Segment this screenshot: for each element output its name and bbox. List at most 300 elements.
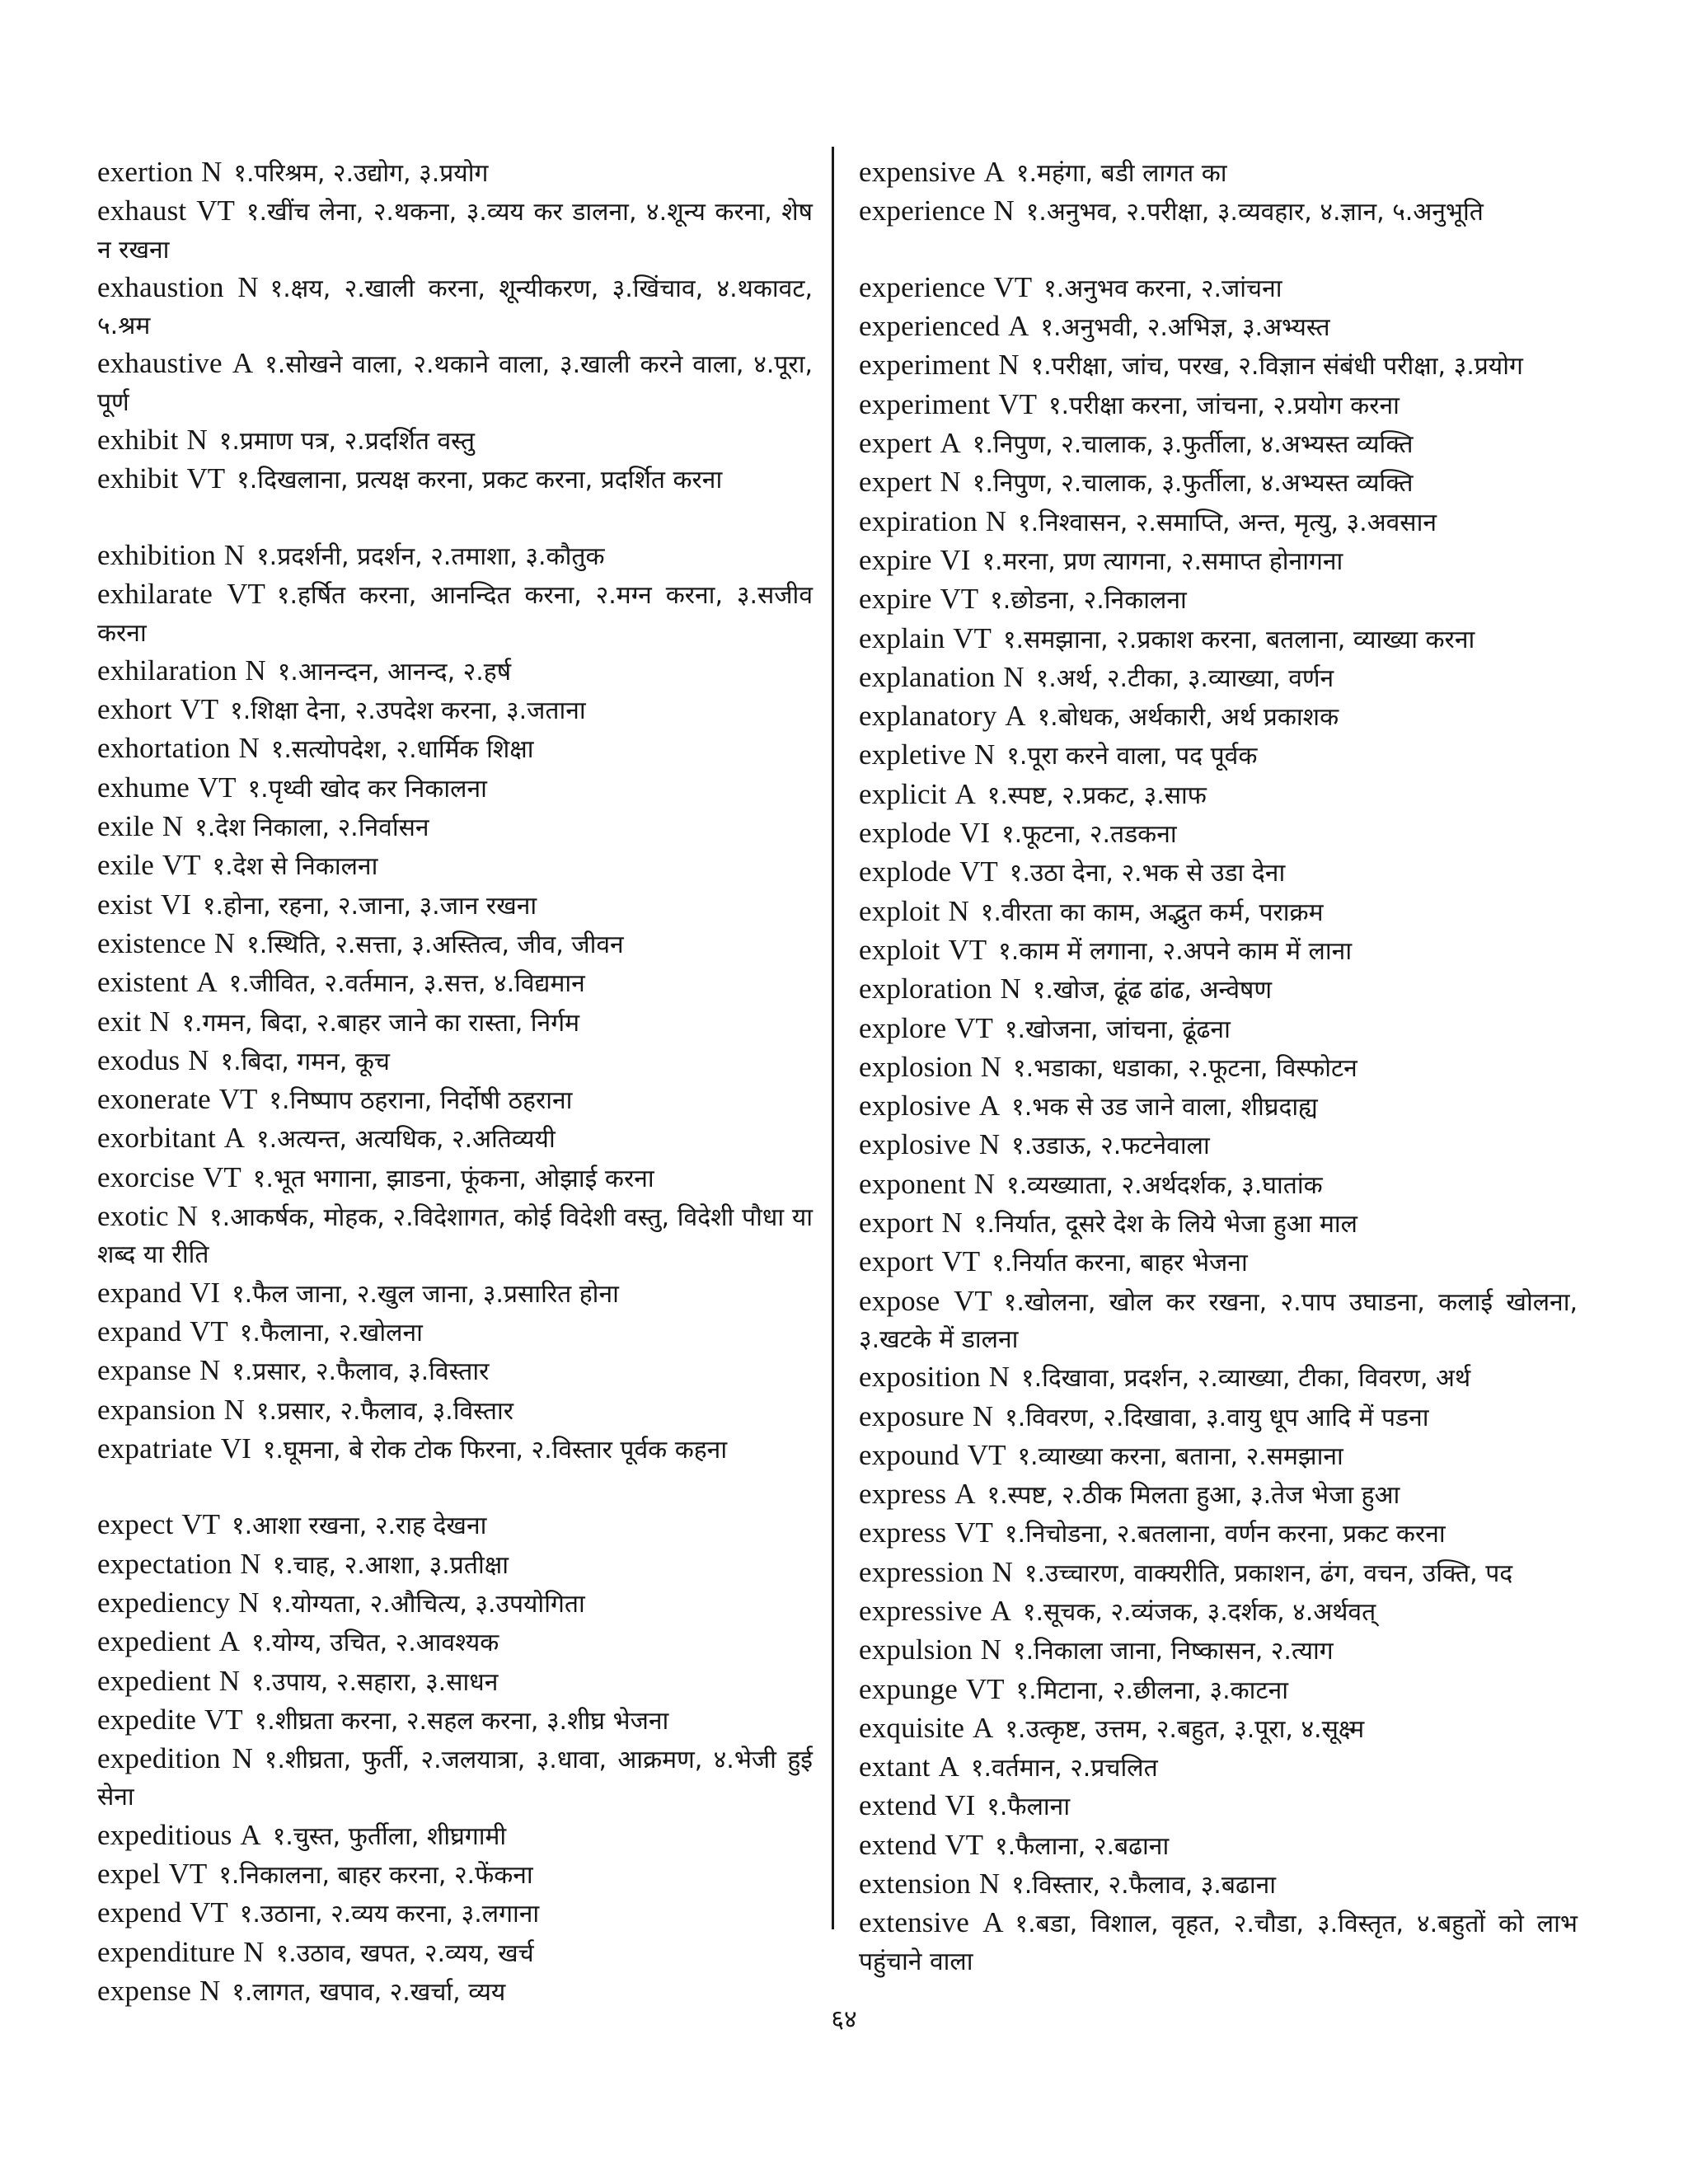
entry-headword: explanation xyxy=(859,660,996,693)
entry-definition: १.फैल जाना, २.खुल जाना, ३.प्रसारित होना xyxy=(232,1279,619,1309)
dictionary-entry xyxy=(97,575,813,652)
entry-headword: experiment xyxy=(859,349,991,382)
entry-part-of-speech: A xyxy=(940,427,961,460)
dictionary-entry xyxy=(859,1204,1578,1243)
entry-headword: exertion xyxy=(97,156,194,188)
entry-definition: १.अनुभव करना, २.जांचना xyxy=(1043,274,1282,303)
entry-part-of-speech: N xyxy=(973,738,996,771)
entry-headword: exhaustive xyxy=(97,347,223,380)
dictionary-entry xyxy=(97,1430,813,1469)
entry-headword: explanatory xyxy=(859,700,997,733)
entry-headword: expend xyxy=(97,1896,182,1929)
entry-part-of-speech: VT xyxy=(181,1508,221,1541)
dictionary-entry xyxy=(97,1623,813,1661)
entry-part-of-speech: A xyxy=(973,1711,994,1744)
entry-part-of-speech: A xyxy=(954,1478,976,1511)
entry-definition: १.वीरता का काम, अद्भुत कर्म, पराक्रम xyxy=(980,898,1324,927)
dictionary-entry xyxy=(859,1282,1578,1359)
dictionary-entry xyxy=(97,1042,813,1080)
entry-part-of-speech: VT xyxy=(941,1245,981,1278)
entry-definition: १.पूरा करने वाला, पद पूर्वक xyxy=(1006,742,1258,771)
dictionary-entry xyxy=(97,925,813,963)
dictionary-entry xyxy=(859,1554,1578,1592)
dictionary-entry xyxy=(859,503,1578,541)
dictionary-entry xyxy=(97,1662,813,1701)
entry-part-of-speech: N xyxy=(980,1633,1002,1666)
entry-headword: extensive xyxy=(859,1906,969,1939)
entry-definition: १.स्पष्ट, २.ठीक मिलता हुआ, ३.तेज भेजा हुआ xyxy=(987,1481,1400,1511)
entry-part-of-speech: N xyxy=(199,1354,221,1387)
entry-headword: existent xyxy=(97,966,189,999)
dictionary-entry xyxy=(97,1003,813,1042)
entry-definition: १.शीघ्रता करना, २.सहल करना, ३.शीघ्र भेजना xyxy=(254,1706,669,1736)
dictionary-entry xyxy=(859,1010,1578,1048)
dictionary-entry xyxy=(859,814,1578,853)
entry-definition: १.खोजना, जांचना, ढूंढना xyxy=(1004,1015,1231,1044)
entry-definition: १.देश से निकालना xyxy=(212,852,378,882)
entry-definition: १.आनन्दन, आनन्द, २.हर्ष xyxy=(277,657,512,687)
entry-headword: exile xyxy=(97,849,155,882)
entry-part-of-speech: N xyxy=(1000,972,1021,1005)
entry-definition: १.प्रमाण पत्र, २.प्रदर्शित वस्तु xyxy=(218,427,475,457)
entry-headword: exhilaration xyxy=(97,654,237,687)
entry-part-of-speech: VT xyxy=(190,1896,228,1929)
entry-headword: experience xyxy=(859,270,986,303)
entry-headword: expletive xyxy=(859,738,967,771)
entry-part-of-speech: N xyxy=(978,1868,1001,1900)
dictionary-entry xyxy=(859,736,1578,775)
entry-part-of-speech: A xyxy=(1008,310,1029,343)
entry-headword: exodus xyxy=(97,1043,181,1076)
entry-part-of-speech: A xyxy=(990,1594,1011,1627)
dictionary-entry xyxy=(859,1165,1578,1204)
dictionary-entry xyxy=(859,1865,1578,1904)
entry-part-of-speech: VT xyxy=(954,1284,992,1317)
entry-part-of-speech: VT xyxy=(967,1438,1006,1471)
dictionary-entry xyxy=(859,463,1578,502)
dictionary-entry xyxy=(97,886,813,925)
entry-part-of-speech: A xyxy=(938,1750,959,1783)
entry-headword: exonerate xyxy=(97,1083,211,1116)
dictionary-entry xyxy=(859,1048,1578,1087)
dictionary-entry xyxy=(97,1816,813,1855)
dictionary-entry xyxy=(859,307,1578,346)
entry-definition: १.बोधक, अर्थकारी, अर्थ प्रकाशक xyxy=(1037,703,1339,733)
entry-headword: expire xyxy=(859,543,932,576)
entry-headword: expeditious xyxy=(97,1818,232,1851)
entry-part-of-speech: VT xyxy=(197,771,237,804)
entry-headword: explicit xyxy=(859,777,947,810)
entry-definition: १.निष्पाप ठहराना, निर्दोषी ठहराना xyxy=(269,1086,573,1116)
entry-part-of-speech: VT xyxy=(168,1858,208,1891)
entry-part-of-speech: VT xyxy=(196,194,235,227)
entry-definition: १.फूटना, २.तडकना xyxy=(1001,820,1177,850)
dictionary-entry xyxy=(97,1545,813,1584)
entry-definition: १.घूमना, बे रोक टोक फिरना, २.विस्तार पूर्वक कहना xyxy=(262,1435,728,1465)
entry-part-of-speech: N xyxy=(978,1128,1001,1161)
dictionary-entry xyxy=(97,192,813,269)
dictionary-entry xyxy=(97,153,813,192)
dictionary-entry xyxy=(859,931,1578,970)
entry-definition: १.प्रसार, २.फैलाव, ३.विस्तार xyxy=(232,1357,490,1387)
entry-definition: १.उडाऊ, २.फटनेवाला xyxy=(1011,1132,1210,1161)
entry-part-of-speech: N xyxy=(218,1664,240,1697)
entry-headword: exposition xyxy=(859,1361,981,1394)
dictionary-entry xyxy=(859,853,1578,892)
entry-definition: १.हर्षित करना, आनन्दित करना, २.मग्न करना, ३.सजीव करना xyxy=(97,581,814,648)
entry-part-of-speech: N xyxy=(162,810,184,843)
entry-part-of-speech: N xyxy=(176,1200,199,1233)
entry-headword: exile xyxy=(97,810,155,843)
entry-headword: expectation xyxy=(97,1547,232,1580)
entry-headword: expert xyxy=(859,427,932,460)
entry-headword: expire xyxy=(859,583,932,616)
entry-part-of-speech: N xyxy=(940,466,961,499)
entry-part-of-speech: A xyxy=(1005,700,1026,733)
entry-headword: expose xyxy=(859,1284,940,1317)
column-divider xyxy=(832,147,834,1929)
entry-part-of-speech: VT xyxy=(227,578,265,611)
entry-definition: १.होना, रहना, २.जाना, ३.जान रखना xyxy=(202,891,537,921)
entry-part-of-speech: A xyxy=(223,1122,246,1155)
entry-part-of-speech: VT xyxy=(954,1516,993,1549)
entry-headword: explore xyxy=(859,1011,947,1044)
entry-part-of-speech: N xyxy=(998,349,1020,382)
dictionary-entry xyxy=(859,192,1578,231)
dictionary-entry xyxy=(859,346,1578,385)
dictionary-entry xyxy=(859,269,1578,307)
dictionary-entry xyxy=(97,269,813,345)
entry-headword: expensive xyxy=(859,156,976,188)
entry-definition: १.निपुण, २.चालाक, ३.फुर्तीला, ४.अभ्यस्त व्यक्ति xyxy=(972,469,1414,499)
entry-headword: expert xyxy=(859,466,932,499)
dictionary-entry xyxy=(859,386,1578,424)
entry-definition: १.व्यख्याता, २.अर्थदर्शक, ३.घातांक xyxy=(1006,1170,1323,1200)
left-column xyxy=(97,153,813,2011)
entry-part-of-speech: N xyxy=(149,1005,171,1038)
entry-part-of-speech: N xyxy=(213,926,236,959)
entry-part-of-speech: VI xyxy=(945,1789,976,1822)
entry-definition: १.बडा, विशाल, वृहत, २.चौडा, ३.विस्तृत, ४.बहुतों को लाभ पहुंचाने वाला xyxy=(859,1910,1578,1976)
entry-headword: expedition xyxy=(97,1742,221,1775)
entry-definition: १.पृथ्वी खोद कर निकालना xyxy=(247,774,487,804)
entry-definition: १.उठाना, २.व्यय करना, ३.लगाना xyxy=(239,1900,540,1929)
dictionary-entry xyxy=(859,1748,1578,1787)
entry-headword: exhort xyxy=(97,693,172,726)
entry-part-of-speech: N xyxy=(972,1399,994,1432)
entry-headword: express xyxy=(859,1478,947,1511)
entry-part-of-speech: VT xyxy=(998,387,1037,420)
entry-definition: १.शिक्षा देना, २.उपदेश करना, ३.जताना xyxy=(230,696,586,726)
entry-headword: explode xyxy=(859,855,952,888)
entry-headword: expressive xyxy=(859,1594,982,1627)
entry-part-of-speech: VI xyxy=(940,543,971,576)
entry-definition: १.देश निकाला, २.निर्वासन xyxy=(195,813,429,843)
entry-definition: १.महंगा, बडी लागत का xyxy=(1015,159,1227,188)
entry-headword: exploration xyxy=(859,972,992,1005)
entry-definition: १.लागत, खपाव, २.खर्चा, व्यय xyxy=(232,1977,506,2007)
dictionary-entry xyxy=(859,1436,1578,1475)
entry-headword: expense xyxy=(97,1974,192,2007)
entry-headword: expanse xyxy=(97,1354,192,1387)
entry-part-of-speech: N xyxy=(240,1547,261,1580)
entry-headword: expiration xyxy=(859,504,978,537)
entry-part-of-speech: A xyxy=(196,966,218,999)
entry-definition: १.योग्यता, २.औचित्य, ३.उपयोगिता xyxy=(270,1589,585,1619)
entry-definition: १.निर्यात, दूसरे देश के लिये भेजा हुआ माल xyxy=(973,1210,1358,1240)
entry-headword: explode xyxy=(859,817,952,850)
entry-headword: existence xyxy=(97,926,207,959)
entry-definition: १.फैलाना, २.बढाना xyxy=(995,1831,1170,1861)
entry-part-of-speech: VT xyxy=(945,1828,984,1861)
dictionary-entry xyxy=(859,1904,1578,1980)
entry-headword: exorcise xyxy=(97,1160,195,1193)
dictionary-entry xyxy=(97,963,813,1002)
entry-headword: exponent xyxy=(859,1167,966,1200)
entry-definition: १.खोज, ढूंढ ढांढ, अन्वेषण xyxy=(1032,976,1273,1005)
entry-part-of-speech: N xyxy=(941,1207,963,1240)
entry-definition: १.उठा देना, २.भक से उडा देना xyxy=(1009,859,1286,888)
dictionary-entry xyxy=(97,808,813,846)
dictionary-entry xyxy=(859,776,1578,814)
dictionary-entry xyxy=(97,1274,813,1313)
entry-headword: exquisite xyxy=(859,1711,965,1744)
entry-headword: explain xyxy=(859,621,945,654)
entry-part-of-speech: N xyxy=(993,194,1015,227)
dictionary-entry xyxy=(97,1584,813,1623)
entry-headword: exorbitant xyxy=(97,1122,216,1155)
entry-part-of-speech: VT xyxy=(190,1315,228,1347)
entry-definition: १.अत्यन्त, अत्यधिक, २.अतिव्ययी xyxy=(256,1125,556,1155)
dictionary-entry xyxy=(859,1709,1578,1748)
entry-definition: १.फैलाना xyxy=(987,1793,1071,1822)
entry-definition: १.अनुभव, २.परीक्षा, ३.व्यवहार, ४.ज्ञान, ५.अनुभूति xyxy=(1025,198,1484,227)
entry-part-of-speech: A xyxy=(232,347,254,380)
entry-part-of-speech: VT xyxy=(204,1703,243,1736)
entry-headword: exotic xyxy=(97,1200,169,1233)
dictionary-entry xyxy=(859,1592,1578,1631)
entry-part-of-speech: N xyxy=(973,1167,996,1200)
entry-part-of-speech: VI xyxy=(190,1276,221,1309)
entry-part-of-speech: N xyxy=(201,156,223,188)
entry-part-of-speech: N xyxy=(243,1935,265,1968)
entry-headword: exposure xyxy=(859,1399,964,1432)
entry-headword: exist xyxy=(97,888,153,921)
entry-part-of-speech: VT xyxy=(203,1160,241,1193)
dictionary-entry xyxy=(859,1126,1578,1165)
dictionary-entry xyxy=(859,424,1578,463)
entry-headword: explosion xyxy=(859,1050,973,1083)
entry-headword: extend xyxy=(859,1828,937,1861)
entry-headword: expand xyxy=(97,1315,182,1347)
right-column xyxy=(859,153,1578,1980)
entry-definition: १.क्षय, २.खाली करना, शून्यीकरण, ३.खिंचाव, ४.थकावट, ५.श्रम xyxy=(97,274,813,341)
dictionary-entry xyxy=(859,1087,1578,1126)
entry-headword: expand xyxy=(97,1276,182,1309)
entry-definition: १.उठाव, खपत, २.व्यय, खर्च xyxy=(275,1938,534,1968)
entry-definition: १.व्याख्या करना, बताना, २.समझाना xyxy=(1017,1441,1343,1471)
entry-headword: exhibition xyxy=(97,538,216,571)
entry-definition: १.विवरण, २.दिखावा, ३.वायु धूप आदि में पडना xyxy=(1005,1403,1429,1432)
entry-definition: १.अर्थ, २.टीका, ३.व्याख्या, वर्णन xyxy=(1035,663,1334,693)
dictionary-entry xyxy=(97,1352,813,1390)
dictionary-entry xyxy=(97,1933,813,1972)
entry-headword: extend xyxy=(859,1789,937,1822)
entry-definition: १.स्थिति, २.सत्ता, ३.अस्तित्व, जीव, जीवन xyxy=(246,930,624,959)
entry-headword: explosive xyxy=(859,1090,971,1122)
entry-part-of-speech: VT xyxy=(218,1083,258,1116)
entry-part-of-speech: VI xyxy=(220,1432,251,1465)
dictionary-entry xyxy=(97,1313,813,1352)
entry-definition: १.उच्चारण, वाक्यरीति, प्रकाशन, ढंग, वचन, उक्ति, पद xyxy=(1024,1558,1513,1588)
entry-part-of-speech: VT xyxy=(965,1672,1005,1705)
entry-headword: experiment xyxy=(859,387,991,420)
entry-part-of-speech: VT xyxy=(993,270,1033,303)
entry-definition: १.भक से उड जाने वाला, शीघ्रदाह्य xyxy=(1011,1093,1318,1122)
entry-definition: १.काम में लगाना, २.अपने काम में लाना xyxy=(998,936,1353,966)
dictionary-entry xyxy=(859,1358,1578,1397)
entry-part-of-speech: N xyxy=(223,538,246,571)
entry-definition: १.आकर्षक, मोहक, २.विदेशागत, कोई विदेशी वस्तु, विदेशी पौधा या शब्द या रीति xyxy=(97,1203,813,1270)
entry-part-of-speech: N xyxy=(980,1050,1002,1083)
entry-definition: १.परीक्षा करना, जांचना, २.प्रयोग करना xyxy=(1048,391,1400,420)
entry-definition: १.मरना, प्रण त्यागना, २.समाप्त होनागना xyxy=(982,546,1343,576)
entry-part-of-speech: VT xyxy=(954,1011,993,1044)
entry-part-of-speech: A xyxy=(982,1906,1004,1939)
entry-headword: exhilarate xyxy=(97,578,213,611)
entry-headword: experience xyxy=(859,194,986,227)
dictionary-entry xyxy=(97,1080,813,1119)
entry-part-of-speech: N xyxy=(199,1974,221,2007)
entry-definition: १.दिखलाना, प्रत्यक्ष करना, प्रकट करना, प्रदर्शित करना xyxy=(237,466,723,495)
dictionary-entry xyxy=(97,1894,813,1933)
entry-definition: १.योग्य, उचित, २.आवश्यक xyxy=(251,1629,499,1658)
entry-definition: १.बिदा, गमन, कूच xyxy=(220,1047,390,1076)
entry-definition: १.प्रसार, २.फैलाव, ३.विस्तार xyxy=(256,1396,513,1426)
entry-definition: १.शीघ्रता, फुर्ती, २.जलयात्रा, ३.धावा, आक्रमण, ४.भेजी हुई सेना xyxy=(97,1746,813,1812)
entry-definition: १.निकाला जाना, निष्कासन, २.त्याग xyxy=(1013,1637,1334,1666)
dictionary-entry xyxy=(97,846,813,885)
entry-headword: extant xyxy=(859,1750,931,1783)
entry-part-of-speech: N xyxy=(223,1393,245,1426)
entry-definition: १.निचोडना, २.बतलाना, वर्णन करना, प्रकट करना xyxy=(1004,1520,1446,1549)
entry-part-of-speech: VI xyxy=(959,817,990,850)
dictionary-entry xyxy=(97,1197,813,1274)
entry-headword: expenditure xyxy=(97,1935,236,1968)
entry-part-of-speech: N xyxy=(948,894,969,927)
entry-definition: १.विस्तार, २.फैलाव, ३.बढाना xyxy=(1011,1871,1277,1900)
entry-definition: १.निकालना, बाहर करना, २.फेंकना xyxy=(218,1861,533,1891)
entry-part-of-speech: VT xyxy=(162,849,201,882)
entry-headword: export xyxy=(859,1245,934,1278)
entry-headword: extension xyxy=(859,1868,971,1900)
dictionary-entry xyxy=(859,1398,1578,1436)
entry-headword: expel xyxy=(97,1858,161,1891)
entry-headword: exhibit xyxy=(97,462,179,495)
entry-definition: १.जीवित, २.वर्तमान, ३.सत्त, ४.विद्यमान xyxy=(228,969,585,999)
entry-definition: १.परीक्षा, जांच, परख, २.विज्ञान संबंधी परीक्षा, ३.प्रयोग xyxy=(1030,352,1523,382)
dictionary-entry xyxy=(859,1826,1578,1865)
entry-part-of-speech: VT xyxy=(959,855,998,888)
entry-definition: १.अनुभवी, २.अभिज्ञ, ३.अभ्यस्त xyxy=(1040,313,1330,343)
entry-part-of-speech: VT xyxy=(953,621,992,654)
entry-headword: expedient xyxy=(97,1664,211,1697)
entry-definition: १.मिटाना, २.छीलना, ३.काटना xyxy=(1015,1675,1288,1705)
dictionary-entry xyxy=(859,658,1578,697)
entry-part-of-speech: N xyxy=(988,1361,1010,1394)
entry-part-of-speech: N xyxy=(992,1555,1013,1588)
entry-part-of-speech: VI xyxy=(160,888,191,921)
entry-definition: १.छोडना, २.निकालना xyxy=(990,586,1187,616)
entry-headword: explosive xyxy=(859,1128,971,1161)
entry-definition: १.परिश्रम, २.उद्योग, ३.प्रयोग xyxy=(233,159,489,188)
entry-definition: १.गमन, बिदा, २.बाहर जाने का रास्ता, निर्गम xyxy=(181,1008,580,1038)
dictionary-entry xyxy=(97,344,813,421)
dictionary-entry xyxy=(97,769,813,808)
entry-headword: expect xyxy=(97,1508,174,1541)
dictionary-entry xyxy=(97,1391,813,1430)
entry-headword: exhaustion xyxy=(97,270,224,303)
entry-definition: १.उपाय, २.सहारा, ३.साधन xyxy=(251,1667,499,1697)
dictionary-entry xyxy=(859,1243,1578,1282)
entry-definition: १.भूत भगाना, झाडना, फूंकना, ओझाई करना xyxy=(252,1164,654,1193)
entry-headword: expound xyxy=(859,1438,959,1471)
dictionary-entry xyxy=(97,1119,813,1158)
entry-definition: १.स्पष्ट, २.प्रकट, ३.साफ xyxy=(987,780,1207,810)
dictionary-entry xyxy=(859,970,1578,1009)
entry-definition: १.खोलना, खोल कर रखना, २.पाप उघाडना, कलाई खोलना, ३.खटके में डालना xyxy=(859,1287,1578,1354)
entry-definition: १.फैलाना, २.खोलना xyxy=(239,1318,423,1347)
entry-part-of-speech: N xyxy=(232,1742,253,1775)
dictionary-entry xyxy=(97,691,813,729)
entry-definition: १.सूचक, २.व्यंजक, ३.दर्शक, ४.अर्थवत् xyxy=(1022,1597,1376,1627)
entry-part-of-speech: N xyxy=(985,504,1007,537)
entry-part-of-speech: N xyxy=(238,732,260,765)
entry-part-of-speech: N xyxy=(188,1043,209,1076)
dictionary-entry xyxy=(97,729,813,768)
dictionary-entry xyxy=(859,1671,1578,1709)
entry-part-of-speech: VT xyxy=(940,583,979,616)
entry-headword: exhibit xyxy=(97,424,179,457)
entry-part-of-speech: VT xyxy=(948,933,987,966)
entry-headword: expression xyxy=(859,1555,984,1588)
entry-part-of-speech: A xyxy=(978,1090,1001,1122)
dictionary-entry xyxy=(97,1506,813,1544)
entry-headword: exploit xyxy=(859,933,940,966)
entry-headword: expansion xyxy=(97,1393,216,1426)
entry-part-of-speech: N xyxy=(237,270,259,303)
entry-definition: १.सत्योपदेश, २.धार्मिक शिक्षा xyxy=(270,735,534,765)
entry-headword: expedite xyxy=(97,1703,197,1736)
entry-headword: exhaust xyxy=(97,194,187,227)
dictionary-entry xyxy=(859,541,1578,580)
entry-part-of-speech: N xyxy=(186,424,208,457)
entry-headword: expunge xyxy=(859,1672,958,1705)
entry-definition: १.खींच लेना, २.थकना, ३.व्यय कर डालना, ४.शून्य करना, शेष न रखना xyxy=(97,198,813,265)
entry-definition: १.प्रदर्शनी, प्रदर्शन, २.तमाशा, ३.कौतुक xyxy=(256,541,605,571)
dictionary-entry xyxy=(859,697,1578,736)
entry-headword: express xyxy=(859,1516,947,1549)
entry-part-of-speech: VT xyxy=(186,462,226,495)
dictionary-entry xyxy=(859,893,1578,931)
entry-headword: expulsion xyxy=(859,1633,973,1666)
entry-definition: १.वर्तमान, २.प्रचलित xyxy=(970,1754,1158,1783)
dictionary-entry xyxy=(97,1740,813,1816)
dictionary-entry xyxy=(97,652,813,691)
dictionary-entry xyxy=(97,460,813,499)
entry-part-of-speech: A xyxy=(983,156,1005,188)
entry-definition: १.निर्यात करना, बाहर भेजना xyxy=(992,1249,1248,1278)
